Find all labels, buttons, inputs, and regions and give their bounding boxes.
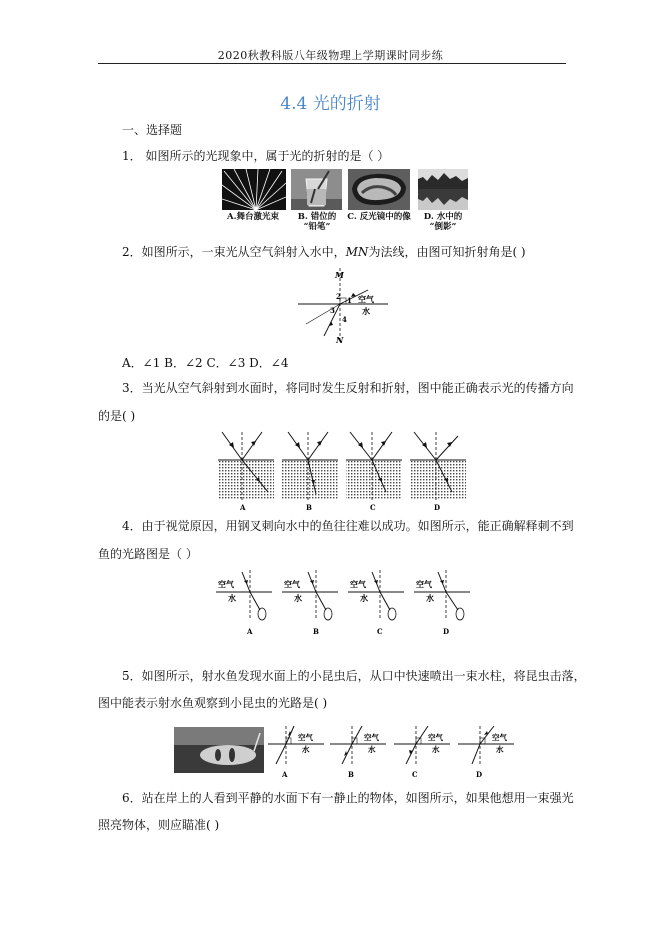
question-5-line1: 5．如图所示，射水鱼发现水面上的小昆虫后，从口中快速喷出一束水柱，将昆虫击落， xyxy=(122,669,586,683)
q4-diagrams xyxy=(214,566,476,638)
question-4-line2: 鱼的光路图是（ ） xyxy=(98,547,198,561)
q4-label-b: B xyxy=(313,627,319,636)
q5-air-c: 空气 xyxy=(428,733,443,742)
q3-diagram-d xyxy=(410,432,466,512)
q5-air-a: 空气 xyxy=(298,733,313,742)
q3-label-d: D xyxy=(434,503,441,512)
q4-diagram-b xyxy=(282,570,338,636)
q3-diagrams xyxy=(216,428,466,512)
q2-label-m: M xyxy=(335,270,344,280)
q4-water-d: 水 xyxy=(426,593,434,603)
q2-label-water: 水 xyxy=(362,306,370,316)
q3-diagram-c xyxy=(346,432,402,512)
q2-angle-3: 3 xyxy=(330,306,335,315)
question-5-line2: 图中能表示射水鱼观察到小昆虫的光路是( ) xyxy=(98,696,328,710)
q5-water-c: 水 xyxy=(432,745,440,754)
q4-water-a: 水 xyxy=(228,593,236,603)
q1-caption-b: B. 错位的 “铅笔” xyxy=(297,212,337,232)
q2-refraction-diagram xyxy=(296,264,396,344)
header-rule xyxy=(98,63,566,64)
q5-air-b: 空气 xyxy=(364,733,379,742)
q4-water-c: 水 xyxy=(360,593,368,603)
stage-laser-icon xyxy=(222,169,286,210)
q5-diagrams xyxy=(266,722,526,780)
q2-label-air: 空气 xyxy=(358,294,374,304)
question-4-line1: 4．由于视觉原因，用钢叉刺向水中的鱼往往难以成功。如图所示，能正确解释刺不到 xyxy=(122,519,574,533)
question-6-line1: 6．站在岸上的人看到平静的水面下有一静止的物体，如图所示，如果他想用一束强光 xyxy=(122,791,574,805)
q5-water-d: 水 xyxy=(496,745,504,754)
q5-label-a: A xyxy=(282,770,288,779)
fish-icon xyxy=(388,608,396,620)
q5-diagram-c xyxy=(394,726,450,779)
q4-air-d: 空气 xyxy=(416,579,432,589)
q4-diagram-a xyxy=(216,570,272,636)
q1-caption-d: D. 水中的 “倒影” xyxy=(423,212,463,232)
q1-caption-c: C. 反光镜中的像 xyxy=(347,212,411,222)
q5-diagram-b xyxy=(330,726,386,779)
q2-angle-2: 2 xyxy=(336,292,341,301)
q5-label-c: C xyxy=(412,770,418,779)
q4-diagram-d xyxy=(414,570,470,636)
q3-label-b: B xyxy=(306,503,312,512)
q3-diagram-b xyxy=(282,432,338,512)
q4-label-a: A xyxy=(247,627,253,636)
fish-icon xyxy=(258,608,266,620)
q4-label-d: D xyxy=(443,627,450,636)
archer-fish-icon xyxy=(174,727,264,773)
fish-icon xyxy=(324,608,332,620)
q5-air-d: 空气 xyxy=(492,733,507,742)
question-3-line2: 的是( ) xyxy=(98,409,136,423)
pencil-in-glass-icon xyxy=(291,169,342,210)
water-reflection-icon xyxy=(418,169,468,210)
archer-fish-photo xyxy=(174,727,264,773)
q3-diagram-a xyxy=(218,432,274,512)
reflection-photo xyxy=(418,169,468,210)
section-heading: 一、选择题 xyxy=(122,123,183,137)
side-mirror-icon xyxy=(348,169,410,210)
q5-water-b: 水 xyxy=(368,745,376,754)
q4-air-b: 空气 xyxy=(284,579,300,589)
q4-water-b: 水 xyxy=(294,593,302,603)
question-6-line2: 照亮物体，则应瞄准( ) xyxy=(98,818,220,832)
q5-diagram-d xyxy=(458,726,514,779)
q3-label-c: C xyxy=(370,503,376,512)
q5-water-a: 水 xyxy=(302,745,310,754)
question-2-options: A．∠1 B．∠2 C．∠3 D．∠4 xyxy=(122,356,289,370)
q1-caption-a: A.舞台激光束 xyxy=(226,212,280,222)
q5-diagram-a xyxy=(268,726,324,779)
mirror-photo xyxy=(348,169,410,210)
q4-diagram-c xyxy=(348,570,404,636)
q5-label-b: B xyxy=(348,770,354,779)
q2-angle-4: 4 xyxy=(342,315,347,324)
question-2-text: 2．如图所示，一束光从空气斜射入水中，MN为法线，由图可知折射角是( ) xyxy=(122,245,526,259)
question-1-text: 1． 如图所示的光现象中，属于光的折射的是（ ） xyxy=(122,149,390,163)
page-title: 4.4 光的折射 xyxy=(280,94,381,114)
q4-label-c: C xyxy=(377,627,383,636)
pencil-glass-photo xyxy=(291,169,342,210)
stage-laser-photo xyxy=(222,169,286,210)
page-header: 2020秋教科版八年级物理上学期课时同步练 xyxy=(217,49,444,62)
fish-icon xyxy=(456,608,464,620)
q3-label-a: A xyxy=(240,503,246,512)
q2-label-n: N xyxy=(336,335,344,344)
question-3-line1: 3．当光从空气斜射到水面时，将同时发生反射和折射，图中能正确表示光的传播方向 xyxy=(122,381,574,395)
q5-label-d: D xyxy=(476,770,483,779)
q2-angle-1: 1 xyxy=(347,296,352,305)
q4-air-a: 空气 xyxy=(218,579,234,589)
q4-air-c: 空气 xyxy=(350,579,366,589)
